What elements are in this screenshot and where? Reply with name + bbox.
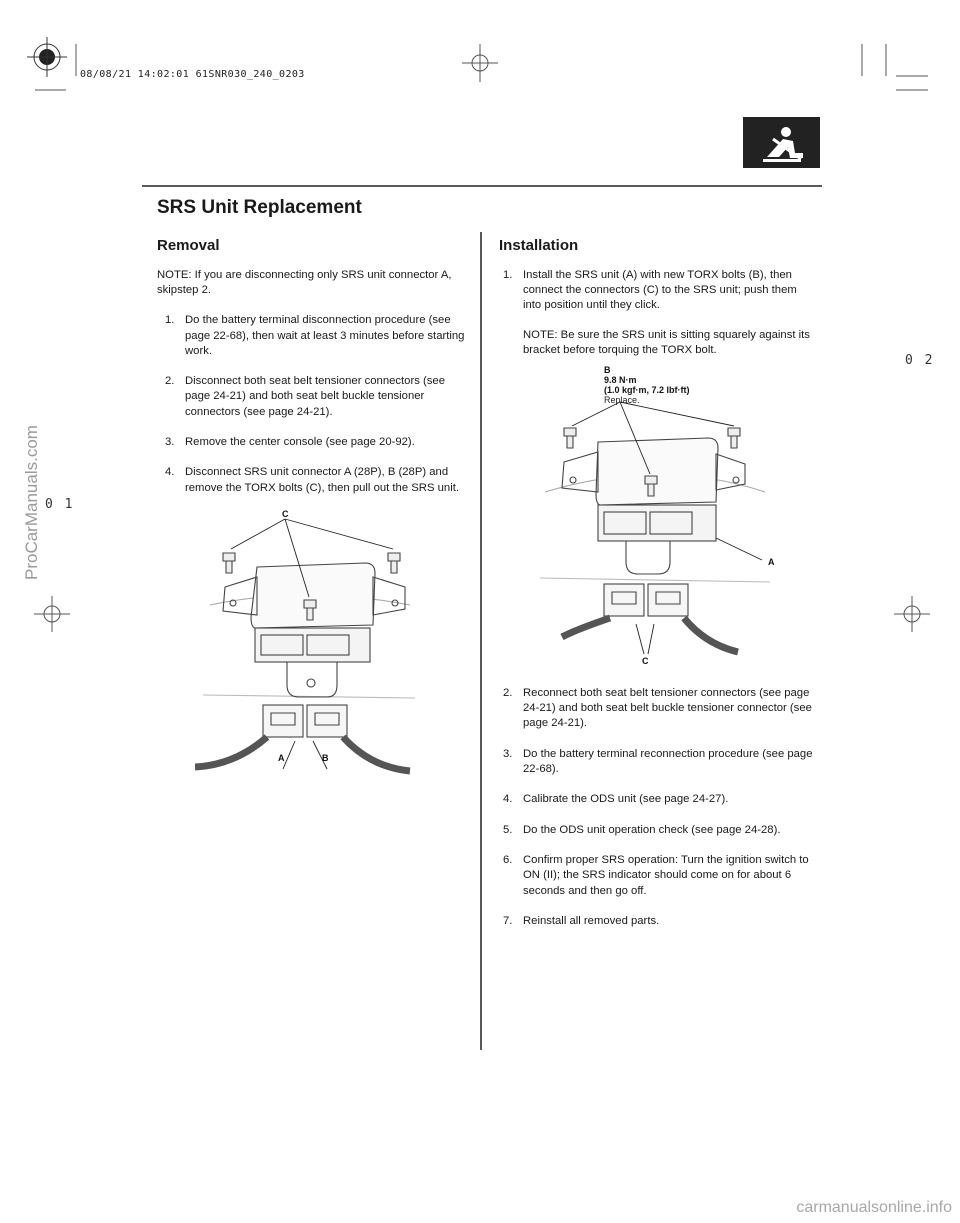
list-item: 4. Calibrate the ODS unit (see page 24-27). [503, 793, 729, 806]
torque-value: 9.8 N·m [604, 375, 637, 385]
margin-mark-left: 0 1 [45, 497, 75, 512]
figure-label-b: B [322, 753, 329, 763]
installation-heading: Installation [499, 237, 579, 254]
list-item: 7. Reinstall all removed parts. [503, 914, 660, 927]
footer-watermark: carmanualsonline.info [796, 1199, 952, 1216]
print-stamp: 08/08/21 14:02:01 61SNR030_240_0203 [80, 69, 305, 80]
figure-label-b: B [604, 365, 611, 375]
figure-label-a: A [768, 557, 775, 567]
page-title: SRS Unit Replacement [157, 197, 362, 218]
side-watermark: ProCarManuals.com [22, 425, 41, 580]
list-item: 1. Install the SRS unit (A) with new TORX bolts (B), then connect the connectors (C) to the SRS unit; push them into position until they click. [503, 269, 797, 312]
list-item: 2. Reconnect both seat belt tensioner connectors (see page 24-21) and both seat belt buckle tensioner connector (see page 24-21). [503, 687, 812, 730]
removal-note: NOTE: If you are disconnecting only SRS unit connector A, skipstep 2. [157, 269, 452, 297]
figure-label-c: C [642, 656, 649, 666]
removal-heading: Removal [157, 237, 220, 254]
list-item: 4. Disconnect SRS unit connector A (28P), B (28P) and remove the TORX bolts (C), then pull out the SRS unit. [165, 466, 459, 494]
replace-note: Replace. [604, 395, 640, 405]
figure-label-a: A [278, 753, 285, 763]
list-item: 1. Do the battery terminal disconnection procedure (see page 22-68), then wait at least 3 minutes before starting work. [165, 314, 465, 357]
installation-note: NOTE: Be sure the SRS unit is sitting squarely against its bracket before torquing the TORX bolt. [523, 328, 810, 356]
figure-label-c: C [282, 509, 289, 519]
list-item: 2. Disconnect both seat belt tensioner connectors (see page 24-21) and both seat belt buckle tensioner connectors (see page 24-21). [165, 375, 445, 418]
seatbelt-icon [743, 117, 820, 168]
removal-steps [157, 313, 469, 495]
installation-steps-bottom [495, 686, 815, 944]
list-item: 5. Do the ODS unit operation check (see page 24-28). [503, 823, 781, 836]
list-item: 6. Confirm proper SRS operation: Turn the ignition switch to ON (II); the SRS indicator should come on for about 6 seconds and then go off. [503, 854, 809, 897]
torque-value-alt: (1.0 kgf·m, 7.2 lbf·ft) [604, 385, 690, 395]
removal-figure [195, 505, 420, 800]
installation-figure [540, 362, 810, 672]
installation-steps-top [495, 268, 815, 373]
list-item: 3. Do the battery terminal reconnection procedure (see page 22-68). [503, 747, 813, 775]
list-item: 3. Remove the center console (see page 20-92). [165, 436, 415, 448]
registration-target-icon [27, 37, 67, 77]
margin-mark-right: 0 2 [905, 353, 935, 368]
removal-section [157, 268, 469, 511]
